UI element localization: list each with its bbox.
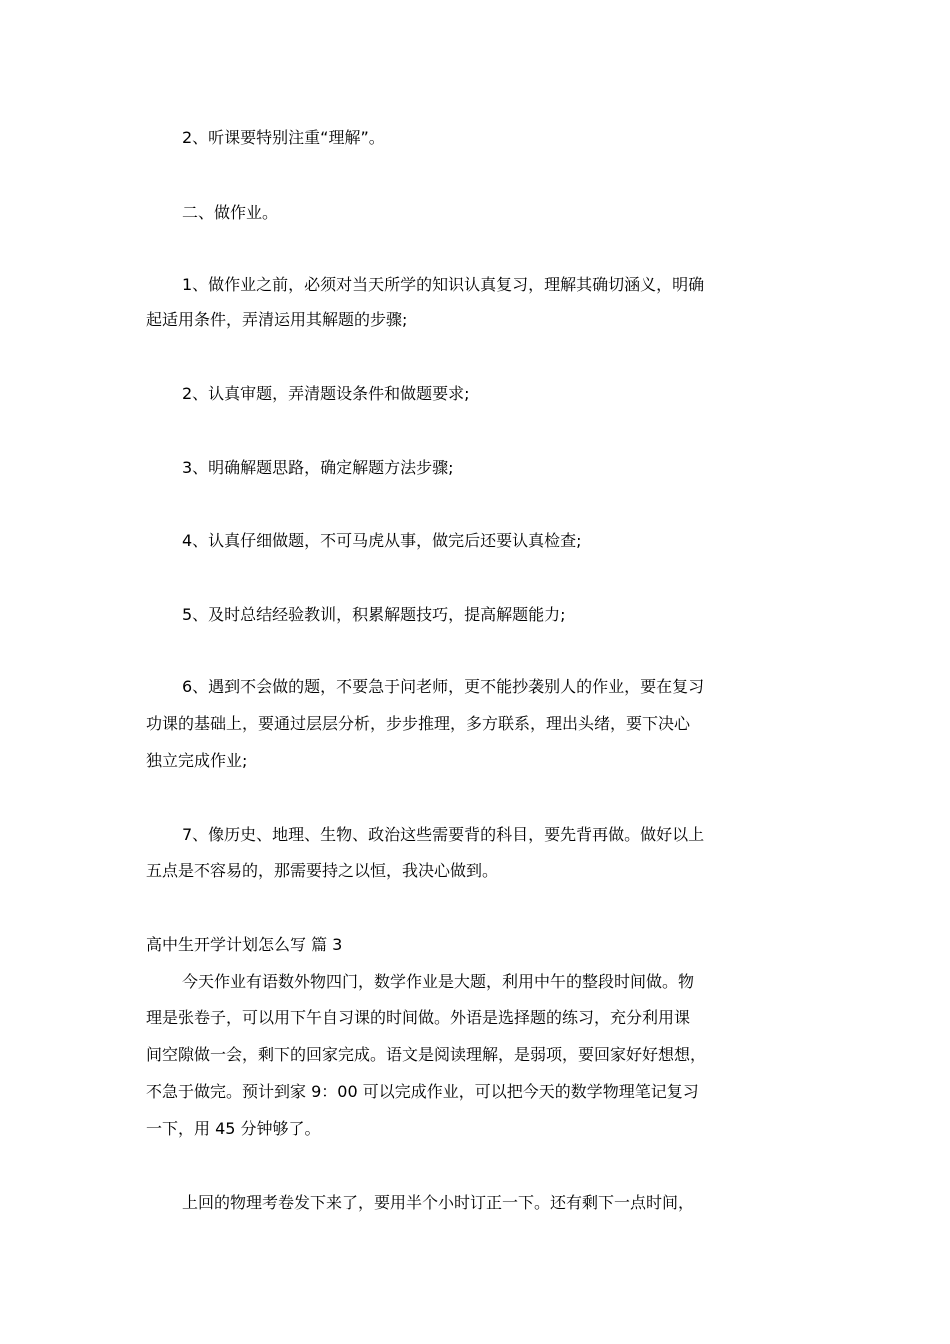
paragraph-line: 不急于做完。预计到家 9：00 可以完成作业，可以把今天的数学物理笔记复习	[146, 1082, 699, 1101]
paragraph-line: 一下，用 45 分钟够了。	[146, 1119, 321, 1138]
paragraph-line: 五点是不容易的，那需要持之以恒，我决心做到。	[146, 861, 499, 880]
paragraph-line: 3、明确解题思路，确定解题方法步骤;	[182, 458, 454, 477]
paragraph-line: 起适用条件，弄清运用其解题的步骤;	[146, 310, 408, 329]
paragraph-line: 4、认真仔细做题，不可马虎从事，做完后还要认真检查;	[182, 531, 582, 550]
paragraph-line: 今天作业有语数外物四门，数学作业是大题，利用中午的整段时间做。物	[182, 972, 695, 991]
paragraph-line: 2、听课要特别注重“理解”。	[182, 128, 385, 147]
paragraph-line: 5、及时总结经验教训，积累解题技巧，提高解题能力;	[182, 605, 566, 624]
paragraph-line: 间空隙做一会，剩下的回家完成。语文是阅读理解，是弱项，要回家好好想想，	[146, 1045, 707, 1064]
section-title: 高中生开学计划怎么写 篇 3	[146, 935, 343, 954]
paragraph-line: 2、认真审题，弄清题设条件和做题要求;	[182, 384, 470, 403]
paragraph-line: 独立完成作业;	[146, 751, 248, 770]
section-heading: 二、做作业。	[182, 203, 279, 222]
paragraph-line: 7、像历史、地理、生物、政治这些需要背的科目，要先背再做。做好以上	[182, 825, 705, 844]
paragraph-line: 理是张卷子，可以用下午自习课的时间做。外语是选择题的练习，充分利用课	[146, 1008, 691, 1027]
paragraph-line: 1、做作业之前，必须对当天所学的知识认真复习，理解其确切涵义，明确	[182, 275, 705, 294]
paragraph-line: 6、遇到不会做的题，不要急于问老师，更不能抄袭别人的作业，要在复习	[182, 677, 705, 696]
paragraph-line: 上回的物理考卷发下来了，要用半个小时订正一下。还有剩下一点时间，	[182, 1193, 695, 1212]
paragraph-line: 功课的基础上，要通过层层分析，步步推理，多方联系，理出头绪，要下决心	[146, 714, 691, 733]
